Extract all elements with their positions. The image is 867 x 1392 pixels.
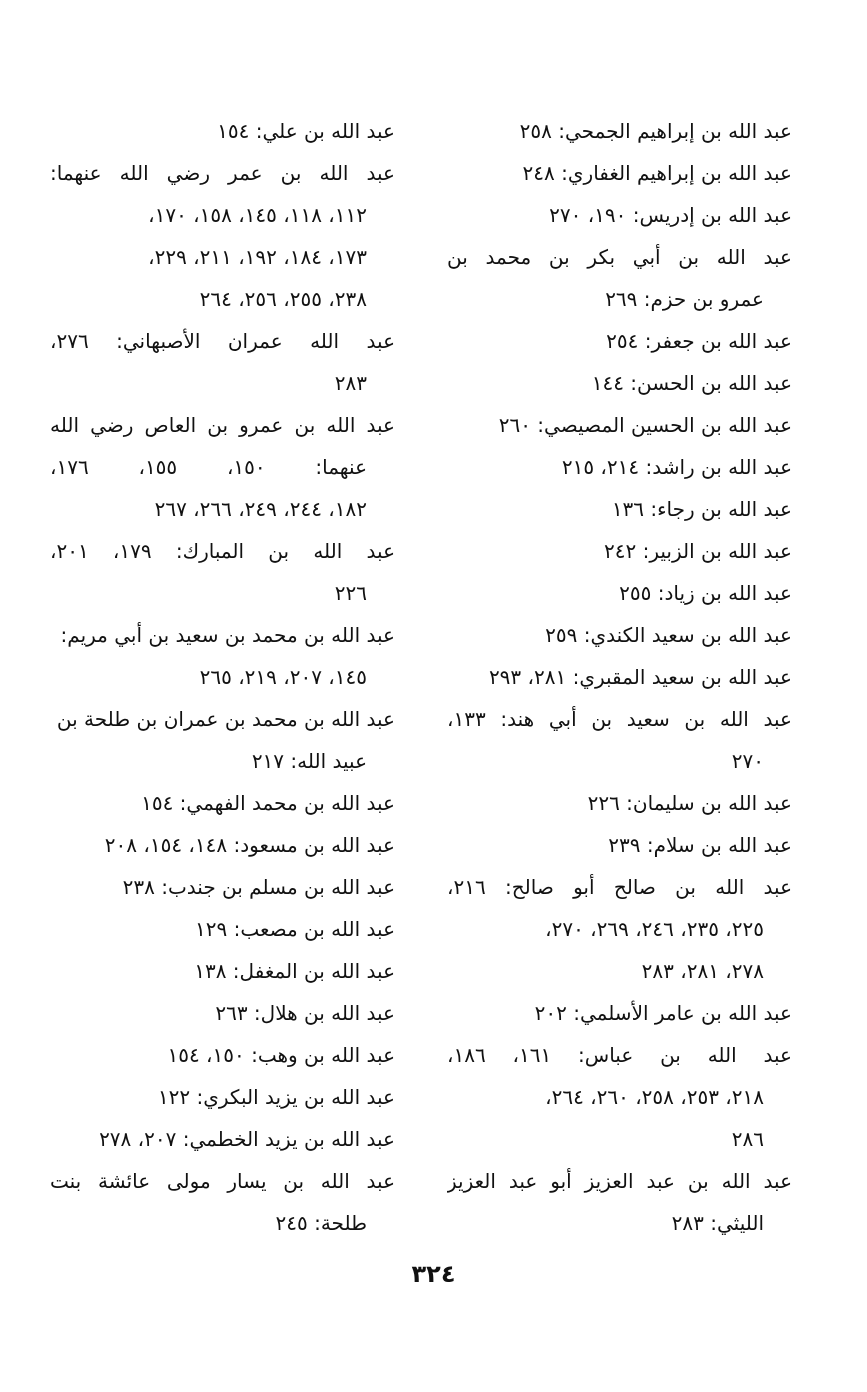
index-line-continuation: ٢٧٨، ٢٨١، ٢٨٣ (641, 959, 764, 983)
index-line-continuation: ١٧٣، ١٨٤، ١٩٢، ٢١١، ٢٢٩، (148, 245, 367, 269)
index-line-continuation: عبيد الله: ٢١٧ (251, 749, 367, 773)
index-line: عبد الله بن سليمان: ٢٢٦ (587, 791, 792, 815)
index-line-continuation: عنهما: ١٥٠، ١٥٥، ١٧٦، (50, 455, 367, 479)
index-line: عبد الله بن زياد: ٢٥٥ (619, 581, 792, 605)
index-line: عبد الله بن جعفر: ٢٥٤ (606, 329, 792, 353)
index-line: عبد الله بن مسلم بن جندب: ٢٣٨ (122, 875, 395, 899)
index-line-continuation: الليثي: ٢٨٣ (671, 1211, 764, 1235)
index-column-right (447, 110, 792, 1244)
index-line: عبد الله بن إبراهيم الغفاري: ٢٤٨ (522, 161, 792, 185)
index-line: عبد الله بن إدريس: ١٩٠، ٢٧٠ (549, 203, 792, 227)
index-line-continuation: ٢٧٠ (731, 749, 764, 773)
index-line: عبد الله بن المغفل: ١٣٨ (194, 959, 395, 983)
index-line: عبد الله بن الحسين المصيصي: ٢٦٠ (498, 413, 792, 437)
index-line-continuation: ١١٢، ١١٨، ١٤٥، ١٥٨، ١٧٠، (148, 203, 367, 227)
index-line: عبد الله بن هلال: ٢٦٣ (215, 1001, 395, 1025)
index-line: عبد الله بن يزيد الخطمي: ٢٠٧، ٢٧٨ (99, 1127, 395, 1151)
index-line: عبد الله بن مصعب: ١٢٩ (195, 917, 395, 941)
index-line: عبد الله بن علي: ١٥٤ (217, 119, 395, 143)
index-line: عبد الله بن محمد بن سعيد بن أبي مريم: (60, 623, 395, 647)
index-line-continuation: ٢٨٣ (334, 371, 367, 395)
index-line-continuation: ٢١٨، ٢٥٣، ٢٥٨، ٢٦٠، ٢٦٤، (545, 1085, 764, 1109)
index-line: عبد الله بن سعيد المقبري: ٢٨١، ٢٩٣ (488, 665, 792, 689)
index-line: عبد الله بن أبي بكر بن محمد بن (447, 245, 792, 269)
index-line: عبد الله عمران الأصبهاني: ٢٧٦، (50, 329, 395, 353)
index-line: عبد الله بن راشد: ٢١٤، ٢١٥ (561, 455, 792, 479)
index-line-continuation: عمرو بن حزم: ٢٦٩ (605, 287, 764, 311)
index-line: عبد الله بن سعيد بن أبي هند: ١٣٣، (447, 707, 792, 731)
index-line: عبد الله بن يزيد البكري: ١٢٢ (157, 1085, 395, 1109)
index-line: عبد الله بن سلام: ٢٣٩ (608, 833, 792, 857)
index-line-continuation: ٢٣٨، ٢٥٥، ٢٥٦، ٢٦٤ (199, 287, 367, 311)
index-line: عبد الله بن عمر رضي الله عنهما: (50, 161, 395, 185)
index-line: عبد الله بن عمرو بن العاص رضي الله (50, 413, 395, 437)
index-line: عبد الله بن محمد بن عمران بن طلحة بن (56, 707, 395, 731)
index-line: عبد الله بن المبارك: ١٧٩، ٢٠١، (50, 539, 395, 563)
index-line: عبد الله بن يسار مولى عائشة بنت (50, 1169, 395, 1193)
index-line: عبد الله بن إبراهيم الجمحي: ٢٥٨ (519, 119, 792, 143)
index-line: عبد الله بن عامر الأسلمي: ٢٠٢ (534, 1001, 792, 1025)
index-line: عبد الله بن سعيد الكندي: ٢٥٩ (545, 623, 792, 647)
index-line: عبد الله بن عبد العزيز أبو عبد العزيز (447, 1169, 792, 1193)
index-line-continuation: ٢٢٦ (334, 581, 367, 605)
index-line: عبد الله بن وهب: ١٥٠، ١٥٤ (167, 1043, 395, 1067)
index-line-continuation: ١٨٢، ٢٤٤، ٢٤٩، ٢٦٦، ٢٦٧ (154, 497, 367, 521)
index-column-left (50, 110, 395, 1244)
index-line: عبد الله بن عباس: ١٦١، ١٨٦، (447, 1043, 792, 1067)
index-line: عبد الله بن الحسن: ١٤٤ (591, 371, 792, 395)
index-line-continuation: ١٤٥، ٢٠٧، ٢١٩، ٢٦٥ (199, 665, 367, 689)
index-line-continuation: ٢٨٦ (731, 1127, 764, 1151)
index-line: عبد الله بن مسعود: ١٤٨، ١٥٤، ٢٠٨ (104, 833, 395, 857)
index-line-continuation: طلحة: ٢٤٥ (275, 1211, 367, 1235)
index-line: عبد الله بن الزبير: ٢٤٢ (604, 539, 792, 563)
index-line: عبد الله بن صالح أبو صالح: ٢١٦، (447, 875, 792, 899)
index-line: عبد الله بن رجاء: ١٣٦ (611, 497, 792, 521)
index-line: عبد الله بن محمد الفهمي: ١٥٤ (141, 791, 395, 815)
index-line-continuation: ٢٢٥، ٢٣٥، ٢٤٦، ٢٦٩، ٢٧٠، (545, 917, 764, 941)
page-number: ٣٢٤ (411, 1260, 456, 1288)
